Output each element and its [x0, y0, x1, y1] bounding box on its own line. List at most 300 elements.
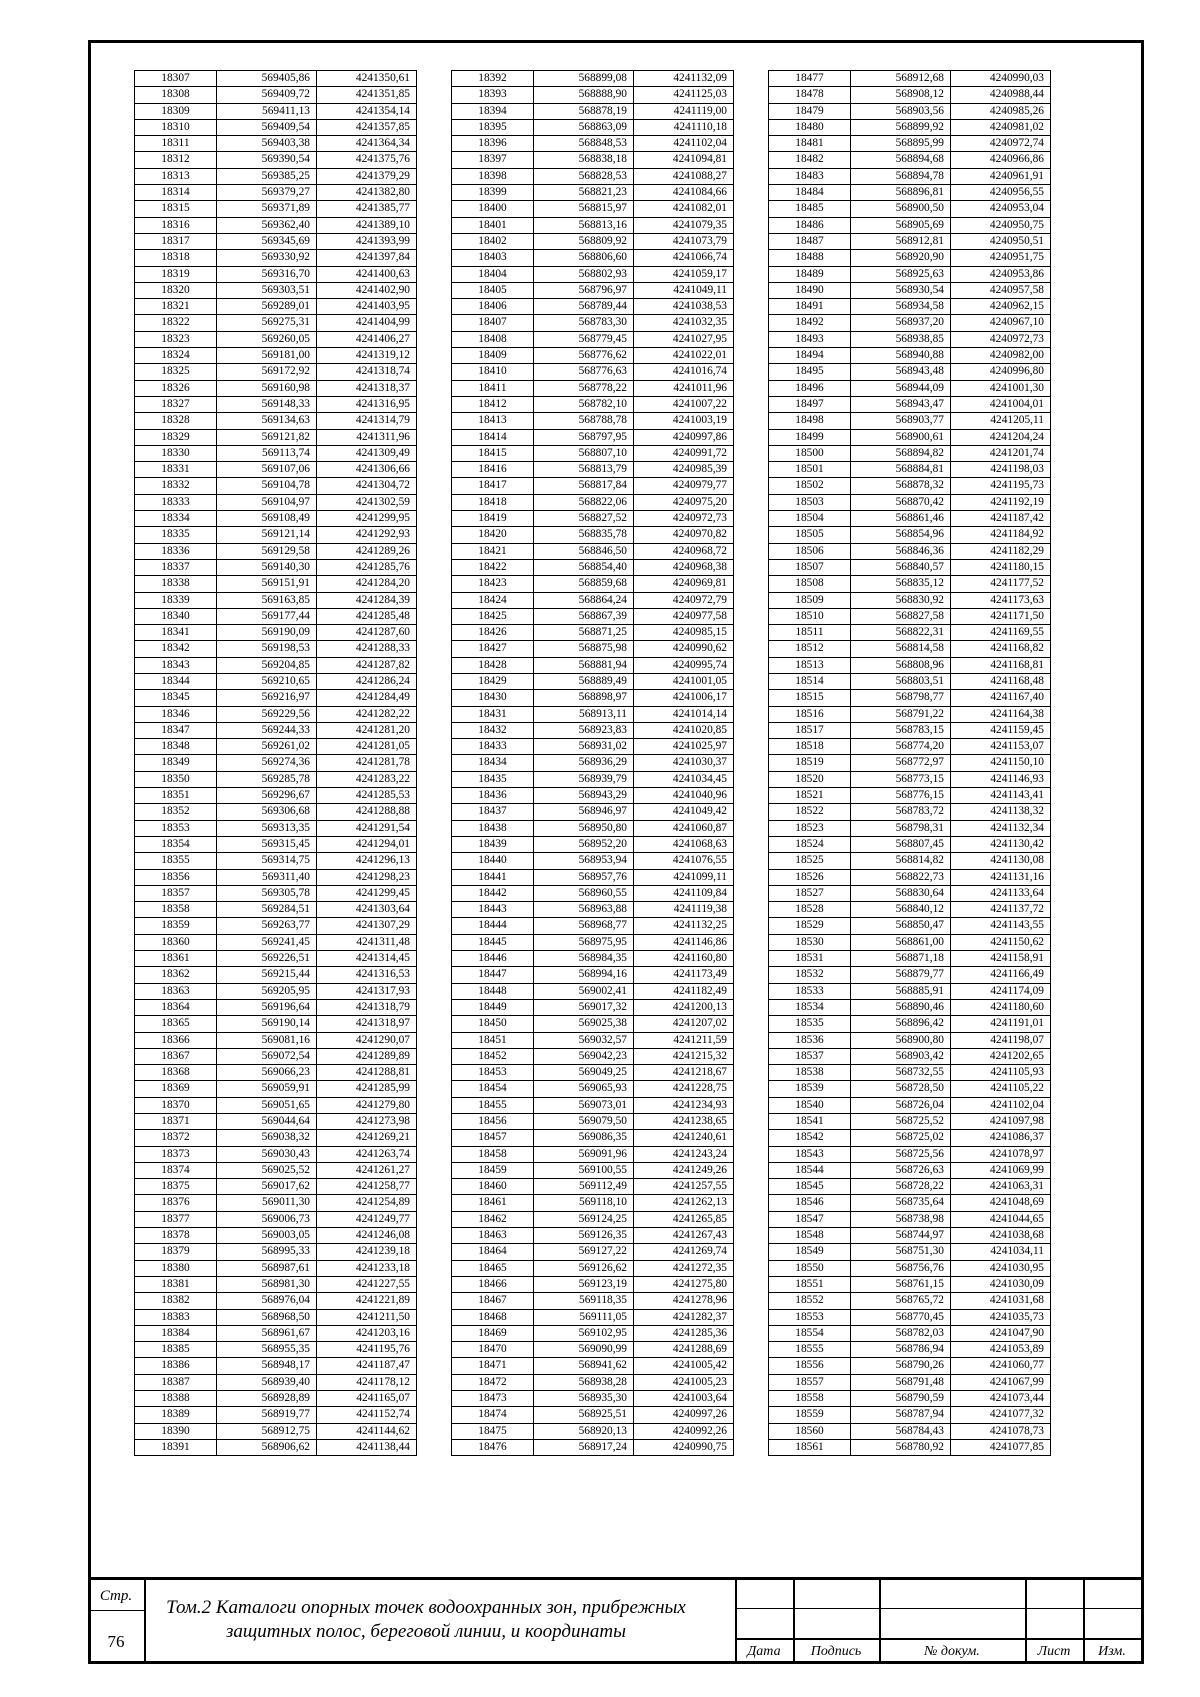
point-id: 18457: [452, 1130, 534, 1146]
x-coordinate: 568835,78: [534, 527, 634, 543]
x-coordinate: 568830,64: [851, 885, 951, 901]
point-id: 18316: [135, 217, 217, 233]
point-id: 18561: [769, 1439, 851, 1455]
y-coordinate: 4241275,80: [634, 1276, 734, 1292]
point-id: 18513: [769, 657, 851, 673]
table-row: [452, 331, 734, 347]
table-row: [135, 788, 417, 804]
point-id: 18412: [452, 396, 534, 412]
y-coordinate: 4241288,88: [317, 804, 417, 820]
x-coordinate: 569306,68: [217, 804, 317, 820]
point-id: 18370: [135, 1097, 217, 1113]
x-coordinate: 568925,63: [851, 266, 951, 282]
y-coordinate: 4241403,95: [317, 299, 417, 315]
y-coordinate: 4241132,09: [634, 71, 734, 87]
table-row: [769, 1179, 1051, 1195]
y-coordinate: 4241289,26: [317, 543, 417, 559]
table-row: [452, 1228, 734, 1244]
y-coordinate: 4241215,32: [634, 1048, 734, 1064]
table-row: [452, 608, 734, 624]
y-coordinate: 4241404,99: [317, 315, 417, 331]
y-coordinate: 4241006,17: [634, 690, 734, 706]
y-coordinate: 4241285,99: [317, 1081, 417, 1097]
y-coordinate: 4241227,55: [317, 1276, 417, 1292]
date-label: Дата: [747, 1644, 781, 1659]
table-row: [769, 836, 1051, 852]
y-coordinate: 4240975,20: [634, 494, 734, 510]
table-row: [769, 902, 1051, 918]
point-id: 18525: [769, 853, 851, 869]
x-coordinate: 569313,35: [217, 820, 317, 836]
table-row: [452, 885, 734, 901]
point-id: 18471: [452, 1358, 534, 1374]
table-row: [452, 103, 734, 119]
y-coordinate: 4240985,26: [951, 103, 1051, 119]
table-row: [135, 739, 417, 755]
point-id: 18397: [452, 152, 534, 168]
y-coordinate: 4241168,48: [951, 673, 1051, 689]
y-coordinate: 4241357,85: [317, 119, 417, 135]
y-coordinate: 4241030,95: [951, 1260, 1051, 1276]
table-row: [769, 413, 1051, 429]
y-coordinate: 4241285,76: [317, 559, 417, 575]
table-row: [769, 869, 1051, 885]
table-row: [452, 380, 734, 396]
y-coordinate: 4241406,27: [317, 331, 417, 347]
point-id: 18530: [769, 934, 851, 950]
table-row: [452, 690, 734, 706]
point-id: 18348: [135, 739, 217, 755]
y-coordinate: 4240990,62: [634, 641, 734, 657]
x-coordinate: 568987,61: [217, 1260, 317, 1276]
point-id: 18312: [135, 152, 217, 168]
y-coordinate: 4240966,86: [951, 152, 1051, 168]
table-row: [135, 233, 417, 249]
x-coordinate: 568732,55: [851, 1065, 951, 1081]
x-coordinate: 569409,72: [217, 87, 317, 103]
table-row: [135, 951, 417, 967]
x-coordinate: 568783,30: [534, 315, 634, 331]
point-id: 18415: [452, 445, 534, 461]
y-coordinate: 4241283,22: [317, 771, 417, 787]
point-id: 18335: [135, 527, 217, 543]
point-id: 18473: [452, 1391, 534, 1407]
point-id: 18390: [135, 1423, 217, 1439]
y-coordinate: 4241077,32: [951, 1407, 1051, 1423]
x-coordinate: 569030,43: [217, 1146, 317, 1162]
table-row: [135, 804, 417, 820]
point-id: 18373: [135, 1146, 217, 1162]
y-coordinate: 4240990,03: [951, 71, 1051, 87]
y-coordinate: 4241195,73: [951, 478, 1051, 494]
table-row: [135, 673, 417, 689]
table-row: [452, 396, 734, 412]
table-row: [769, 625, 1051, 641]
point-id: 18391: [135, 1439, 217, 1455]
table-row: [769, 299, 1051, 315]
x-coordinate: 569371,89: [217, 201, 317, 217]
y-coordinate: 4241105,22: [951, 1081, 1051, 1097]
point-id: 18444: [452, 918, 534, 934]
table-row: [769, 804, 1051, 820]
table-row: [452, 1276, 734, 1292]
x-coordinate: 569403,38: [217, 136, 317, 152]
table-row: [135, 1374, 417, 1390]
table-row: [135, 1065, 417, 1081]
x-coordinate: 569204,85: [217, 657, 317, 673]
x-coordinate: 568888,90: [534, 87, 634, 103]
x-coordinate: 568835,12: [851, 576, 951, 592]
point-id: 18396: [452, 136, 534, 152]
table-row: [135, 1048, 417, 1064]
point-id: 18385: [135, 1342, 217, 1358]
y-coordinate: 4241146,86: [634, 934, 734, 950]
y-coordinate: 4241152,74: [317, 1407, 417, 1423]
y-coordinate: 4241068,63: [634, 836, 734, 852]
y-coordinate: 4241281,20: [317, 722, 417, 738]
y-coordinate: 4241102,04: [951, 1097, 1051, 1113]
x-coordinate: 569216,97: [217, 690, 317, 706]
y-coordinate: 4241165,07: [317, 1391, 417, 1407]
point-id: 18499: [769, 429, 851, 445]
table-row: [769, 136, 1051, 152]
x-coordinate: 569316,70: [217, 266, 317, 282]
table-row: [135, 559, 417, 575]
x-coordinate: 569049,25: [534, 1065, 634, 1081]
table-row: [769, 429, 1051, 445]
y-coordinate: 4241202,65: [951, 1048, 1051, 1064]
x-coordinate: 568920,90: [851, 250, 951, 266]
y-coordinate: 4241393,99: [317, 233, 417, 249]
coordinate-table-2: [451, 70, 734, 1456]
x-coordinate: 569190,09: [217, 625, 317, 641]
x-coordinate: 569017,32: [534, 999, 634, 1015]
point-id: 18460: [452, 1179, 534, 1195]
x-coordinate: 568935,30: [534, 1391, 634, 1407]
y-coordinate: 4241132,34: [951, 820, 1051, 836]
point-id: 18485: [769, 201, 851, 217]
point-id: 18388: [135, 1391, 217, 1407]
x-coordinate: 569196,64: [217, 999, 317, 1015]
x-coordinate: 569006,73: [217, 1211, 317, 1227]
x-coordinate: 568939,40: [217, 1374, 317, 1390]
x-coordinate: 569226,51: [217, 951, 317, 967]
point-id: 18557: [769, 1374, 851, 1390]
point-id: 18505: [769, 527, 851, 543]
point-id: 18511: [769, 625, 851, 641]
table-row: [452, 739, 734, 755]
x-coordinate: 569111,05: [534, 1309, 634, 1325]
x-coordinate: 568913,11: [534, 706, 634, 722]
table-row: [135, 136, 417, 152]
point-id: 18406: [452, 299, 534, 315]
table-row: [452, 1342, 734, 1358]
table-row: [452, 918, 734, 934]
table-row: [769, 331, 1051, 347]
y-coordinate: 4240950,75: [951, 217, 1051, 233]
point-id: 18375: [135, 1179, 217, 1195]
y-coordinate: 4241316,95: [317, 396, 417, 412]
x-coordinate: 569003,05: [217, 1228, 317, 1244]
table-row: [135, 657, 417, 673]
y-coordinate: 4241025,97: [634, 739, 734, 755]
y-coordinate: 4241110,18: [634, 119, 734, 135]
y-coordinate: 4241138,32: [951, 804, 1051, 820]
table-row: [769, 983, 1051, 999]
point-id: 18448: [452, 983, 534, 999]
x-coordinate: 568798,77: [851, 690, 951, 706]
point-id: 18541: [769, 1114, 851, 1130]
y-coordinate: 4241144,62: [317, 1423, 417, 1439]
y-coordinate: 4241284,39: [317, 592, 417, 608]
table-row: [135, 1130, 417, 1146]
point-id: 18486: [769, 217, 851, 233]
x-coordinate: 568778,22: [534, 380, 634, 396]
x-coordinate: 568807,45: [851, 836, 951, 852]
point-id: 18496: [769, 380, 851, 396]
table-row: [452, 755, 734, 771]
y-coordinate: 4241239,18: [317, 1244, 417, 1260]
y-coordinate: 4241303,64: [317, 902, 417, 918]
y-coordinate: 4240957,58: [951, 282, 1051, 298]
table-row: [452, 951, 734, 967]
table-row: [769, 608, 1051, 624]
table-row: [769, 592, 1051, 608]
point-id: 18508: [769, 576, 851, 592]
x-coordinate: 568928,89: [217, 1391, 317, 1407]
y-coordinate: 4241173,63: [951, 592, 1051, 608]
x-coordinate: 569263,77: [217, 918, 317, 934]
point-id: 18414: [452, 429, 534, 445]
x-coordinate: 569123,19: [534, 1276, 634, 1292]
table-row: [452, 1032, 734, 1048]
table-row: [769, 119, 1051, 135]
table-row: [769, 934, 1051, 950]
table-row: [452, 1130, 734, 1146]
table-row: [135, 625, 417, 641]
y-coordinate: 4241004,01: [951, 396, 1051, 412]
table-row: [135, 511, 417, 527]
y-coordinate: 4241060,87: [634, 820, 734, 836]
x-coordinate: 568900,61: [851, 429, 951, 445]
point-id: 18464: [452, 1244, 534, 1260]
point-id: 18365: [135, 1016, 217, 1032]
point-id: 18361: [135, 951, 217, 967]
x-coordinate: 568838,18: [534, 152, 634, 168]
y-coordinate: 4241317,93: [317, 983, 417, 999]
x-coordinate: 568903,77: [851, 413, 951, 429]
point-id: 18379: [135, 1244, 217, 1260]
y-coordinate: 4241011,96: [634, 380, 734, 396]
x-coordinate: 568817,84: [534, 478, 634, 494]
table-row: [135, 755, 417, 771]
doc-number-label: № докум.: [924, 1644, 980, 1659]
x-coordinate: 569229,56: [217, 706, 317, 722]
table-row: [769, 1423, 1051, 1439]
page-label: Стр.: [99, 1588, 133, 1604]
x-coordinate: 568796,97: [534, 282, 634, 298]
page-number: 76: [107, 1632, 125, 1651]
x-coordinate: 568908,12: [851, 87, 951, 103]
y-coordinate: 4241296,13: [317, 853, 417, 869]
x-coordinate: 568899,92: [851, 119, 951, 135]
point-id: 18501: [769, 462, 851, 478]
y-coordinate: 4240953,86: [951, 266, 1051, 282]
y-coordinate: 4241254,89: [317, 1195, 417, 1211]
table-row: [769, 185, 1051, 201]
point-id: 18371: [135, 1114, 217, 1130]
table-row: [135, 119, 417, 135]
point-id: 18328: [135, 413, 217, 429]
y-coordinate: 4240967,10: [951, 315, 1051, 331]
table-row: [769, 1065, 1051, 1081]
point-id: 18493: [769, 331, 851, 347]
y-coordinate: 4241279,80: [317, 1097, 417, 1113]
point-id: 18527: [769, 885, 851, 901]
point-id: 18402: [452, 233, 534, 249]
point-id: 18350: [135, 771, 217, 787]
table-row: [769, 380, 1051, 396]
x-coordinate: 569025,38: [534, 1016, 634, 1032]
x-coordinate: 569091,96: [534, 1146, 634, 1162]
point-id: 18539: [769, 1081, 851, 1097]
point-id: 18443: [452, 902, 534, 918]
y-coordinate: 4241246,08: [317, 1228, 417, 1244]
point-id: 18550: [769, 1260, 851, 1276]
x-coordinate: 568776,15: [851, 788, 951, 804]
point-id: 18355: [135, 853, 217, 869]
point-id: 18450: [452, 1016, 534, 1032]
y-coordinate: 4241007,22: [634, 396, 734, 412]
y-coordinate: 4241285,48: [317, 608, 417, 624]
point-id: 18337: [135, 559, 217, 575]
point-id: 18418: [452, 494, 534, 510]
table-row: [452, 820, 734, 836]
x-coordinate: 569160,98: [217, 380, 317, 396]
x-coordinate: 568863,09: [534, 119, 634, 135]
x-coordinate: 568782,03: [851, 1325, 951, 1341]
x-coordinate: 568881,94: [534, 657, 634, 673]
y-coordinate: 4241233,18: [317, 1260, 417, 1276]
y-coordinate: 4241097,98: [951, 1114, 1051, 1130]
point-id: 18429: [452, 673, 534, 689]
table-row: [452, 429, 734, 445]
table-row: [135, 1260, 417, 1276]
table-row: [452, 1081, 734, 1097]
y-coordinate: 4240956,55: [951, 185, 1051, 201]
point-id: 18336: [135, 543, 217, 559]
y-coordinate: 4241049,42: [634, 804, 734, 820]
x-coordinate: 568994,16: [534, 967, 634, 983]
point-id: 18409: [452, 348, 534, 364]
point-id: 18356: [135, 869, 217, 885]
point-id: 18311: [135, 136, 217, 152]
y-coordinate: 4241143,41: [951, 788, 1051, 804]
y-coordinate: 4241167,40: [951, 690, 1051, 706]
point-id: 18427: [452, 641, 534, 657]
point-id: 18445: [452, 934, 534, 950]
table-row: [452, 999, 734, 1015]
y-coordinate: 4241119,00: [634, 103, 734, 119]
x-coordinate: 568864,24: [534, 592, 634, 608]
point-id: 18481: [769, 136, 851, 152]
table-row: [135, 918, 417, 934]
point-id: 18509: [769, 592, 851, 608]
x-coordinate: 568948,17: [217, 1358, 317, 1374]
x-coordinate: 568725,52: [851, 1114, 951, 1130]
x-coordinate: 568772,97: [851, 755, 951, 771]
y-coordinate: 4241389,10: [317, 217, 417, 233]
y-coordinate: 4241318,74: [317, 364, 417, 380]
point-id: 18360: [135, 934, 217, 950]
x-coordinate: 569107,06: [217, 462, 317, 478]
x-coordinate: 568791,22: [851, 706, 951, 722]
x-coordinate: 569044,64: [217, 1114, 317, 1130]
x-coordinate: 569081,16: [217, 1032, 317, 1048]
y-coordinate: 4241086,37: [951, 1130, 1051, 1146]
table-row: [769, 152, 1051, 168]
table-row: [769, 494, 1051, 510]
table-row: [769, 87, 1051, 103]
coordinate-table-1: [134, 70, 417, 1456]
y-coordinate: 4241282,22: [317, 706, 417, 722]
x-coordinate: 569296,67: [217, 788, 317, 804]
y-coordinate: 4241032,35: [634, 315, 734, 331]
point-id: 18351: [135, 788, 217, 804]
point-id: 18442: [452, 885, 534, 901]
y-coordinate: 4241287,82: [317, 657, 417, 673]
table-row: [769, 168, 1051, 184]
x-coordinate: 568931,02: [534, 739, 634, 755]
table-row: [135, 1309, 417, 1325]
table-row: [135, 364, 417, 380]
point-id: 18492: [769, 315, 851, 331]
point-id: 18358: [135, 902, 217, 918]
table-row: [452, 1244, 734, 1260]
point-id: 18320: [135, 282, 217, 298]
y-coordinate: 4240995,74: [634, 657, 734, 673]
point-id: 18340: [135, 608, 217, 624]
change-label: Изм.: [1098, 1644, 1126, 1659]
table-row: [452, 168, 734, 184]
table-row: [135, 413, 417, 429]
y-coordinate: 4241288,33: [317, 641, 417, 657]
point-id: 18478: [769, 87, 851, 103]
table-row: [769, 445, 1051, 461]
y-coordinate: 4241150,62: [951, 934, 1051, 950]
point-id: 18503: [769, 494, 851, 510]
y-coordinate: 4241049,11: [634, 282, 734, 298]
point-id: 18367: [135, 1048, 217, 1064]
x-coordinate: 568770,45: [851, 1309, 951, 1325]
y-coordinate: 4241067,99: [951, 1374, 1051, 1390]
table-row: [135, 1179, 417, 1195]
x-coordinate: 568875,98: [534, 641, 634, 657]
point-id: 18542: [769, 1130, 851, 1146]
point-id: 18313: [135, 168, 217, 184]
y-coordinate: 4241125,03: [634, 87, 734, 103]
x-coordinate: 568919,77: [217, 1407, 317, 1423]
y-coordinate: 4241294,01: [317, 836, 417, 852]
y-coordinate: 4241318,97: [317, 1016, 417, 1032]
table-row: [769, 527, 1051, 543]
table-row: [135, 836, 417, 852]
x-coordinate: 569127,22: [534, 1244, 634, 1260]
y-coordinate: 4241249,77: [317, 1211, 417, 1227]
x-coordinate: 569118,10: [534, 1195, 634, 1211]
table-row: [769, 673, 1051, 689]
x-coordinate: 568890,46: [851, 999, 951, 1015]
